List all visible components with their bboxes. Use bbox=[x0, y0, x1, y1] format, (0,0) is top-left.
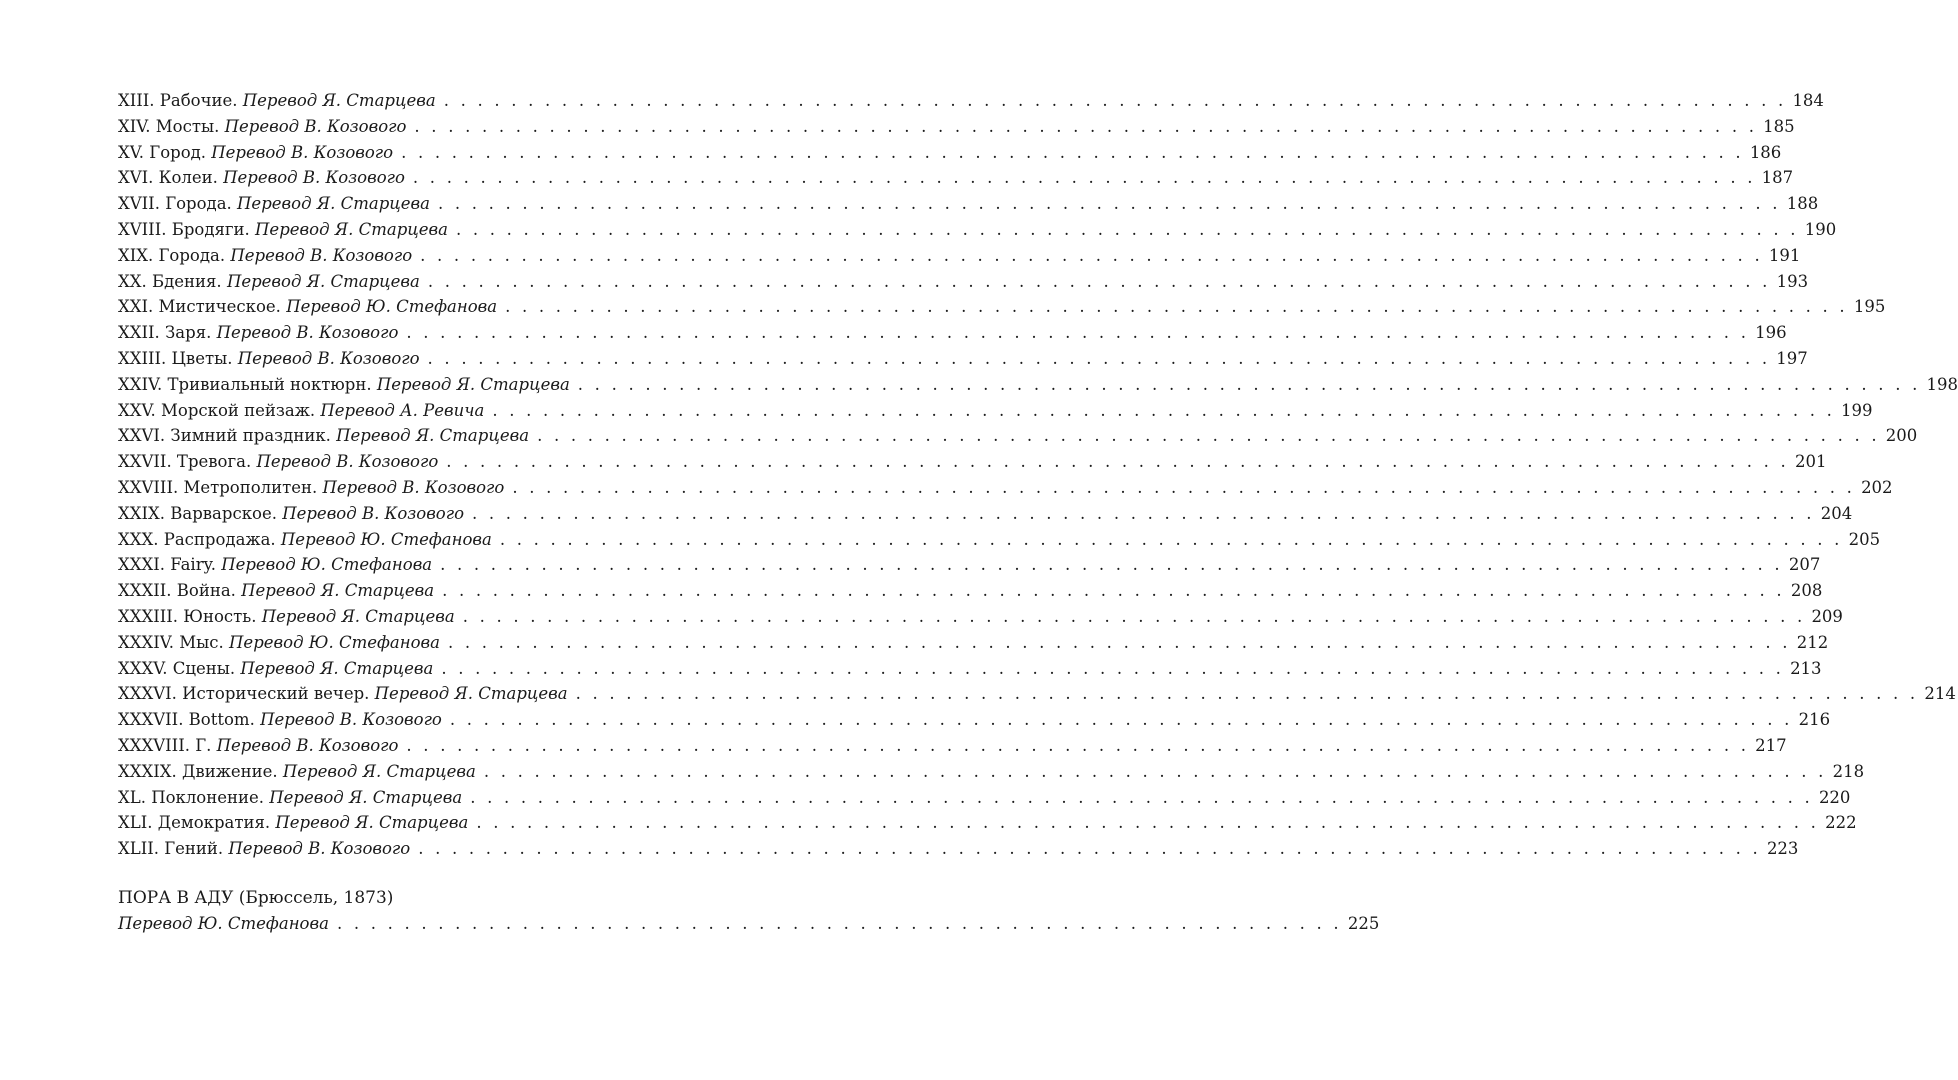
toc-entry-label bbox=[118, 785, 462, 811]
toc-entry-page: 204 bbox=[1820, 503, 1853, 523]
toc-entry-translator: Перевод Ю. Стефанова bbox=[280, 529, 492, 549]
dot-leader: . . . . . . . . . . . . . . . . . . . . . . . . . . . . . . . . . . . . . . . . . . . . . . . . . . . . . . . . . . . . . . . . . . . . . . . . . . . . . . . . bbox=[440, 555, 1783, 575]
dot-leader: . . . . . . . . . . . . . . . . . . . . . . . . . . . . . . . . . . . . . . . . . . . . . . . . . . . . . . . . . . . . . . . . . . . . . . . . . . . . . . . . bbox=[427, 271, 1771, 291]
toc-entry[interactable] bbox=[118, 911, 1380, 937]
toc-entry-translator: Перевод Ю. Стефанова bbox=[286, 297, 498, 317]
toc-entry-title: XXXI. Fairy. bbox=[118, 555, 216, 575]
toc-entry-label bbox=[118, 527, 492, 553]
toc-entry-translator: Перевод Я. Старцева bbox=[241, 581, 435, 601]
toc-entry-translator: Перевод Я. Старцева bbox=[374, 684, 568, 704]
toc-entry-title: XXII. Заря. bbox=[118, 323, 212, 343]
toc-entry-label bbox=[118, 165, 405, 191]
toc-entry-translator: Перевод Ю. Стефанова bbox=[229, 632, 440, 652]
toc-entry-page: 191 bbox=[1768, 245, 1801, 265]
dot-leader: . . . . . . . . . . . . . . . . . . . . . . . . . . . . . . . . . . . . . . . . . . . . . . . . . . . . . . . . . . . . . . . . . . . . . . . . . . . . . . . . bbox=[442, 581, 1785, 601]
toc-entry-label bbox=[118, 836, 410, 862]
toc-entry-translator: Перевод Я. Старцева bbox=[336, 426, 530, 446]
toc-entry-title: XIII. Рабочие. bbox=[118, 91, 238, 110]
toc-entry-title: XXIV. Тривиальный ноктюрн. bbox=[118, 374, 372, 394]
dot-leader: . . . . . . . . . . . . . . . . . . . . . . . . . . . . . . . . . . . . . . . . . . . . . . . . . . . . . . . . . . . . . . . . . . . . . . . . . . . . . . . . bbox=[505, 297, 1848, 317]
dot-leader: . . . . . . . . . . . . . . . . . . . . . . . . . . . . . . . . . . . . . . . . . . . . . . . . . . . . . . . . . . . . . . . . . . . . . . . . . . . . . . . . bbox=[443, 91, 1787, 110]
toc-entry-page: 186 bbox=[1749, 142, 1782, 162]
toc-entry-label bbox=[118, 733, 398, 759]
toc-entry-page: 188 bbox=[1786, 194, 1819, 214]
toc-entry-translator: Перевод В. Козового bbox=[256, 452, 439, 472]
toc-entry[interactable] bbox=[118, 320, 1787, 346]
toc-entry-label bbox=[118, 552, 432, 578]
toc-entry-title: XV. Город. bbox=[118, 142, 207, 162]
toc-entry-label bbox=[118, 294, 497, 320]
toc-entry[interactable] bbox=[118, 140, 1782, 166]
toc-entry-page: 207 bbox=[1788, 555, 1821, 575]
dot-leader: . . . . . . . . . . . . . . . . . . . . . . . . . . . . . . . . . . . . . . . . . . . . . . . . . . . . . . . . . . . . . . . . . . . . . . . . . . . . . . . . bbox=[401, 142, 1744, 162]
toc-entry[interactable] bbox=[118, 785, 1851, 811]
toc-entry[interactable] bbox=[118, 372, 1958, 398]
toc-entry-label bbox=[118, 398, 484, 424]
toc-entry-page: 201 bbox=[1795, 452, 1827, 472]
toc-entry-title: XVII. Города. bbox=[118, 194, 232, 214]
dot-leader: . . . . . . . . . . . . . . . . . . . . . . . . . . . . . . . . . . . . . . . . . . . . . . . . . . . . . . . . . . . . . . . . . . . . . . . . . . . . . . . . bbox=[449, 710, 1793, 730]
toc-entry-page: 225 bbox=[1347, 914, 1380, 933]
toc-entry-title: XXVII. Тревога. bbox=[118, 452, 252, 472]
toc-entry-label bbox=[118, 88, 436, 114]
toc-entry-translator: Перевод Я. Старцева bbox=[282, 761, 476, 781]
toc-entry-title: XL. Поклонение. bbox=[118, 787, 265, 807]
toc-entry-translator: Перевод В. Козового bbox=[237, 348, 420, 368]
toc-entry-page: 214 bbox=[1924, 684, 1956, 704]
toc-entry-title: XVIII. Бродяги. bbox=[118, 219, 250, 239]
toc-entry-translator: Перевод Я. Старцева bbox=[275, 813, 469, 833]
section-pora-v-adu bbox=[118, 885, 1380, 937]
toc-entry-title: XXXIX. Движение. bbox=[118, 761, 278, 781]
toc-entry-label bbox=[118, 656, 433, 682]
toc-entry[interactable] bbox=[118, 269, 1809, 295]
dot-leader: . . . . . . . . . . . . . . . . . . . . . . . . . . . . . . . . . . . . . . . . . . . . . . . . . . . . . . . . . . . . . . . . . . . . . . . . . . . . . . . . bbox=[462, 606, 1806, 626]
dot-leader: . . . . . . . . . . . . . . . . . . . . . . . . . . . . . . . . . . . . . . . . . . . . . . . . . . . . . . . . . . . . . . . . . . . . . . . . . . . . . . . . bbox=[476, 813, 1820, 833]
toc-entry-translator: Перевод В. Козового bbox=[216, 323, 399, 343]
toc-entry-page: 187 bbox=[1761, 168, 1794, 188]
toc-entry[interactable] bbox=[118, 604, 1843, 630]
toc-entry-page: 220 bbox=[1818, 787, 1851, 807]
toc-entry-page: 195 bbox=[1853, 297, 1886, 317]
toc-entry[interactable] bbox=[118, 88, 1824, 114]
dot-leader: . . . . . . . . . . . . . . . . . . . . . . . . . . . . . . . . . . . . . . . . . . . . . . . . . . . . . . . . . . . . . . . . . . . . . . . . . . . . . . . . bbox=[499, 529, 1843, 549]
toc-entry-title: XXV. Морской пейзаж. bbox=[118, 400, 316, 420]
dot-leader: . . . . . . . . . . . . . . . . . . . . . . . . . . . . . . . . . . . . . . . . . . . . . . . . . . . . . . . . . . . . . . . . . . . . . . . . . . . . . . . . bbox=[414, 116, 1758, 136]
toc-entry-label bbox=[118, 501, 464, 527]
toc-entry-page: 196 bbox=[1755, 323, 1787, 343]
toc-entry-translator: Перевод Я. Старцева bbox=[237, 194, 430, 214]
toc-entry-page: 212 bbox=[1796, 632, 1829, 652]
toc-entry-title: XXXV. Сцены. bbox=[118, 658, 236, 678]
dot-leader: . . . . . . . . . . . . . . . . . . . . . . . . . . . . . . . . . . . . . . . . . . . . . . . . . . . . . . . . . . . . . . . . . . . . . . . . . . . . . . . . bbox=[537, 426, 1880, 446]
toc-entry-label bbox=[118, 372, 570, 398]
toc-entry-label bbox=[118, 269, 420, 295]
toc-entry-title: XIX. Города. bbox=[118, 245, 226, 265]
toc-entry-label bbox=[118, 449, 438, 475]
toc-entry-label bbox=[118, 630, 440, 656]
toc-entry-title: XLI. Демократия. bbox=[118, 813, 271, 833]
toc-entry[interactable] bbox=[118, 398, 1873, 424]
toc-entry-page: 184 bbox=[1792, 91, 1824, 110]
toc-entry-page: 197 bbox=[1776, 348, 1808, 368]
dot-leader: . . . . . . . . . . . . . . . . . . . . . . . . . . . . . . . . . . . . . . . . . . . . . . . . . . . . . . . . . . . . . . . . . . . . . . . . . . . . . . . . bbox=[406, 323, 1750, 343]
dot-leader: . . . . . . . . . . . . . . . . . . . . . . . . . . . . . . . . . . . . . . . . . . . . . . . . . . . . . . . . . . . . . . . . . . . . . . . . . . . . . . . . bbox=[455, 219, 1799, 239]
toc-entry-page: 198 bbox=[1926, 374, 1958, 394]
toc-entry-page: 213 bbox=[1790, 658, 1822, 678]
toc-entry-page: 199 bbox=[1841, 400, 1873, 420]
toc-entry-page: 209 bbox=[1811, 606, 1843, 626]
dot-leader: . . . . . . . . . . . . . . . . . . . . . . . . . . . . . . . . . . . . . . . . . . . . . . . . . . . . . . . . . . . . . . . . . . . . . . . . . . . . . . . . bbox=[437, 194, 1781, 214]
toc-entry[interactable] bbox=[118, 656, 1822, 682]
section-title: ПОРА В АДУ (Брюссель, 1873) bbox=[118, 888, 394, 908]
toc-entry[interactable] bbox=[118, 346, 1808, 372]
toc-entry[interactable] bbox=[118, 191, 1819, 217]
toc-entry-label bbox=[118, 320, 398, 346]
toc-entry-page: 216 bbox=[1798, 710, 1831, 730]
toc-entry-translator: Перевод В. Козового bbox=[223, 168, 405, 188]
toc-entry-label bbox=[118, 140, 393, 166]
toc-entry-title: XXX. Распродажа. bbox=[118, 529, 276, 549]
toc-entry-title: XXXVIII. Г. bbox=[118, 735, 212, 755]
toc-entry-title: XXVI. Зимний праздник. bbox=[118, 426, 331, 446]
dot-leader: . . . . . . . . . . . . . . . . . . . . . . . . . . . . . . . . . . . . . . . . . . . . . . . . . . . . . . . . . . . . . . . . . . . . . . . . . . . . . . . . bbox=[492, 400, 1836, 420]
dot-leader: . . . . . . . . . . . . . . . . . . . . . . . . . . . . . . . . . . . . . . . . . . . . . . . . . . . . . . . . . . . . . . . . . . . . . . . . . . . . . . . . bbox=[441, 658, 1785, 678]
toc-entry-page: 200 bbox=[1885, 426, 1918, 446]
toc-entry[interactable] bbox=[118, 423, 1918, 449]
toc-entry[interactable] bbox=[118, 165, 1794, 191]
dot-leader: . . . . . . . . . . . . . . . . . . . . . . . . . . . . . . . . . . . . . . . . . . . . . . . . . . . . . . . . . . . . . . . . . . . . . . . . . . . . . . . . bbox=[577, 374, 1921, 394]
toc-entry-page: 208 bbox=[1790, 581, 1823, 601]
toc-entry-page: 205 bbox=[1848, 529, 1881, 549]
toc-entry-label bbox=[118, 810, 468, 836]
dot-leader: . . . . . . . . . . . . . . . . . . . . . . . . . . . . . . . . . . . . . . . . . . . . . . . . . . . . . . . . . . . . . . . . . . . . . . . . . . . . . . . . bbox=[470, 787, 1813, 807]
toc-entry-page: 193 bbox=[1776, 271, 1809, 291]
toc-entry-title: XXXIV. Мыс. bbox=[118, 632, 224, 652]
toc-entry[interactable] bbox=[118, 501, 1853, 527]
toc-entry-translator: Перевод А. Ревича bbox=[320, 400, 485, 420]
toc-entry-translator: Перевод Я. Старцева bbox=[242, 91, 436, 110]
toc-entry-page: 202 bbox=[1861, 477, 1893, 497]
toc-entry-title: XXVIII. Метрополитен. bbox=[118, 477, 318, 497]
toc-entry-translator: Перевод В. Козового bbox=[224, 116, 407, 136]
toc-entry-translator: Перевод Я. Старцева bbox=[240, 658, 434, 678]
toc-entry-label bbox=[118, 475, 504, 501]
dot-leader: . . . . . . . . . . . . . . . . . . . . . . . . . . . . . . . . . . . . . . . . . . . . . . . . . . . . . . . . . . . . . . . . . . . . . . . . . . . . . . . . bbox=[420, 245, 1763, 265]
toc-entry-page: 222 bbox=[1825, 813, 1857, 833]
toc-entry-label bbox=[118, 114, 406, 140]
toc-entry-label bbox=[118, 217, 448, 243]
toc-entry[interactable] bbox=[118, 475, 1893, 501]
toc-entry-translator: Перевод В. Козового bbox=[230, 245, 413, 265]
toc-entry-label bbox=[118, 707, 442, 733]
toc-entry-page: 185 bbox=[1763, 116, 1795, 136]
toc-entry-title: XXXII. Война. bbox=[118, 581, 236, 601]
toc-entry[interactable] bbox=[118, 243, 1801, 269]
toc-entry[interactable] bbox=[118, 578, 1823, 604]
toc-entry-page: 218 bbox=[1832, 761, 1865, 781]
toc-entry-label bbox=[118, 423, 529, 449]
toc-entry[interactable] bbox=[118, 294, 1886, 320]
dot-leader: . . . . . . . . . . . . . . . . . . . . . . . . . . . . . . . . . . . . . . . . . . . . . . . . . . . . . . . . . . . . . . . . . . . . . . . . . . . . . . . . bbox=[412, 168, 1756, 188]
toc-entry-page: 190 bbox=[1804, 219, 1837, 239]
toc-entry-translator: Перевод В. Козового bbox=[260, 710, 442, 730]
toc-entry[interactable] bbox=[118, 759, 1865, 785]
dot-leader: . . . . . . . . . . . . . . . . . . . . . . . . . . . . . . . . . . . . . . . . . . . . . . . . . . . . . . . . . . . . . . . . . . . . . . . . . . . . . . . . bbox=[427, 348, 1771, 368]
toc-entry[interactable] bbox=[118, 217, 1837, 243]
dot-leader: . . . . . . . . . . . . . . . . . . . . . . . . . . . . . . . . . . . . . . . . . . . . . . . . . . . . . . . . . . . . . . . . . . . . . . . . . . . . . . . . bbox=[512, 477, 1856, 497]
toc-entry[interactable] bbox=[118, 449, 1827, 475]
toc-entry-translator: Перевод Я. Старцева bbox=[269, 787, 463, 807]
toc-entry-translator: Перевод В. Козового bbox=[322, 477, 505, 497]
toc-entry[interactable] bbox=[118, 810, 1857, 836]
toc-entry-translator: Перевод Я. Старцева bbox=[255, 219, 448, 239]
toc-entry-title: XXIII. Цветы. bbox=[118, 348, 233, 368]
dot-leader: . . . . . . . . . . . . . . . . . . . . . . . . . . . . . . . . . . . . . . . . . . . . . . . . . . . . . . . . . . . . bbox=[336, 914, 1342, 933]
toc-entry-translator: Перевод Ю. Стефанова bbox=[118, 914, 329, 933]
toc-entry[interactable] bbox=[118, 114, 1795, 140]
toc-entry-label bbox=[118, 191, 430, 217]
table-of-contents bbox=[118, 88, 1958, 862]
toc-entry-title: XLII. Гений. bbox=[118, 839, 224, 859]
dot-leader: . . . . . . . . . . . . . . . . . . . . . . . . . . . . . . . . . . . . . . . . . . . . . . . . . . . . . . . . . . . . . . . . . . . . . . . . . . . . . . . . bbox=[472, 503, 1815, 523]
toc-entry-translator: Перевод В. Козового bbox=[216, 735, 399, 755]
dot-leader: . . . . . . . . . . . . . . . . . . . . . . . . . . . . . . . . . . . . . . . . . . . . . . . . . . . . . . . . . . . . . . . . . . . . . . . . . . . . . . . . bbox=[447, 632, 1791, 652]
toc-entry[interactable] bbox=[118, 630, 1829, 656]
toc-entry-label bbox=[118, 604, 455, 630]
dot-leader: . . . . . . . . . . . . . . . . . . . . . . . . . . . . . . . . . . . . . . . . . . . . . . . . . . . . . . . . . . . . . . . . . . . . . . . . . . . . . . . . bbox=[483, 761, 1827, 781]
toc-entry-page: 217 bbox=[1755, 735, 1787, 755]
toc-entry-title: XVI. Колеи. bbox=[118, 168, 218, 188]
dot-leader: . . . . . . . . . . . . . . . . . . . . . . . . . . . . . . . . . . . . . . . . . . . . . . . . . . . . . . . . . . . . . . . . . . . . . . . . . . . . . . . . bbox=[418, 839, 1761, 859]
toc-entry-label bbox=[118, 346, 420, 372]
toc-entry-translator: Перевод Я. Старцева bbox=[376, 374, 570, 394]
toc-entry-label bbox=[118, 243, 412, 269]
toc-entry-translator: Перевод В. Козового bbox=[282, 503, 465, 523]
toc-entry-translator: Перевод Ю. Стефанова bbox=[221, 555, 433, 575]
toc-entry-label bbox=[118, 681, 568, 707]
toc-entry-label bbox=[118, 578, 434, 604]
toc-entry-translator: Перевод В. Козового bbox=[211, 142, 394, 162]
toc-entry-title: XXI. Мистическое. bbox=[118, 297, 281, 317]
dot-leader: . . . . . . . . . . . . . . . . . . . . . . . . . . . . . . . . . . . . . . . . . . . . . . . . . . . . . . . . . . . . . . . . . . . . . . . . . . . . . . . . bbox=[406, 735, 1750, 755]
toc-entry[interactable] bbox=[118, 552, 1821, 578]
toc-entry-label bbox=[118, 759, 476, 785]
toc-entry-title: XXXVII. Bottom. bbox=[118, 710, 255, 730]
toc-entry-translator: Перевод Я. Старцева bbox=[261, 606, 455, 626]
toc-entry[interactable] bbox=[118, 681, 1956, 707]
toc-entry[interactable] bbox=[118, 527, 1881, 553]
dot-leader: . . . . . . . . . . . . . . . . . . . . . . . . . . . . . . . . . . . . . . . . . . . . . . . . . . . . . . . . . . . . . . . . . . . . . . . . . . . . . . . . bbox=[575, 684, 1919, 704]
toc-entry-translator: Перевод В. Козового bbox=[228, 839, 411, 859]
toc-entry-translator: Перевод Я. Старцева bbox=[226, 271, 420, 291]
toc-entry[interactable] bbox=[118, 733, 1787, 759]
toc-entry-title: XXIX. Варварское. bbox=[118, 503, 277, 523]
dot-leader: . . . . . . . . . . . . . . . . . . . . . . . . . . . . . . . . . . . . . . . . . . . . . . . . . . . . . . . . . . . . . . . . . . . . . . . . . . . . . . . . bbox=[446, 452, 1789, 472]
toc-entry[interactable] bbox=[118, 707, 1831, 733]
toc-entry-title: XXXIII. Юность. bbox=[118, 606, 257, 626]
toc-entry[interactable] bbox=[118, 836, 1799, 862]
toc-entry-title: XXXVI. Исторический вечер. bbox=[118, 684, 370, 704]
toc-entry-title: XX. Бдения. bbox=[118, 271, 222, 291]
toc-entry-title: XIV. Мосты. bbox=[118, 116, 220, 136]
toc-entry-page: 223 bbox=[1766, 839, 1799, 859]
